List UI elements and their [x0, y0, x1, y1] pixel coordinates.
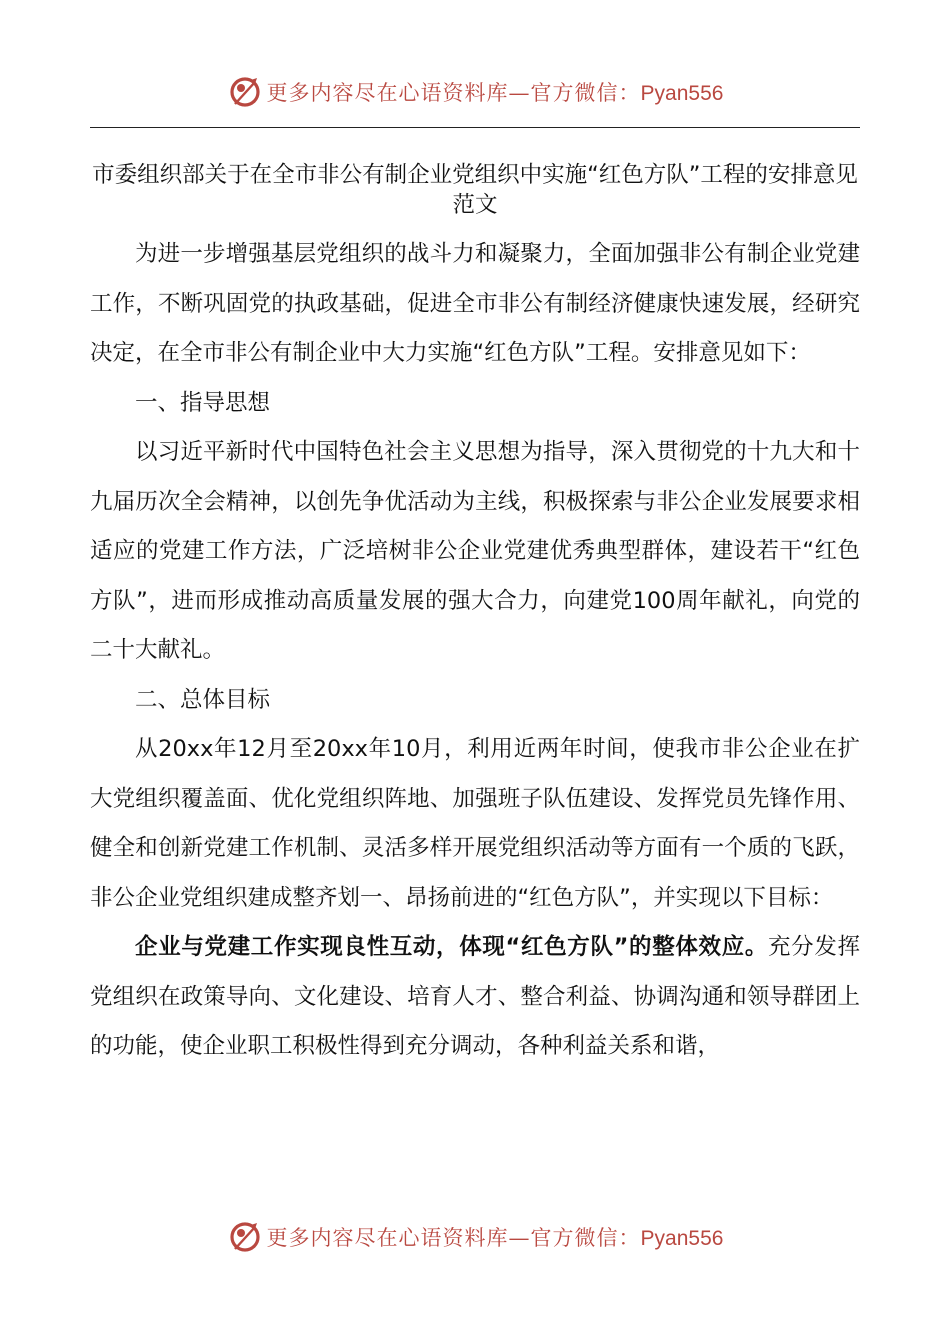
watermark-banner-bottom — [0, 1215, 950, 1259]
section-heading-overall-goals: 二、总体目标 — [135, 686, 271, 713]
goal-paragraph — [90, 923, 860, 1072]
header-divider — [90, 127, 860, 128]
goal-lead-sentence: 企业与党建工作实现良性互动，体现“红色方队”的整体效应。 — [135, 934, 769, 960]
intro-paragraph: 为进一步增强基层党组织的战斗力和凝聚力，全面加强非公有制企业党建工作，不断巩固党的执政基础，促进全市非公有制经济健康快速发展，经研究决定，在全市非公有制企业中大力实施“红色方队”工程。安排意见如下： — [90, 241, 860, 366]
goal-text: 充分发挥党组织在政策导向、文化建设、培育人才、整合利益、协调沟通和领导群团上的功能，使企业职工积极性得到充分调动，各种利益关系和谐， — [90, 934, 860, 1059]
watermark-text: 更多内容尽在心语资料库—官方微信：Pyan556 — [266, 1226, 724, 1250]
logo-icon — [227, 1219, 263, 1255]
watermark-text: 更多内容尽在心语资料库—官方微信：Pyan556 — [266, 81, 724, 105]
watermark-banner-top — [0, 70, 950, 114]
section-heading-guiding-ideology: 一、指导思想 — [135, 389, 271, 416]
guiding-ideology-paragraph: 以习近平新时代中国特色社会主义思想为指导，深入贯彻党的十九大和十九届历次全会精神，以创先争优活动为主线，积极探索与非公企业发展要求相适应的党建工作方法，广泛培树非公企业党建优秀典型群体，建设若干“红色方队”，进而形成推动高质量发展的强大合力，向建党100周年献礼，向党的二十大献礼。 — [90, 439, 860, 663]
document-title: 市委组织部关于在全市非公有制企业党组织中实施“红色方队”工程的安排意见范文 — [92, 162, 858, 218]
logo-icon — [227, 74, 263, 110]
overall-goals-paragraph: 从20xx年12月至20xx年10月，利用近两年时间，使我市非公企业在扩大党组织覆盖面、优化党组织阵地、加强班子队伍建设、发挥党员先锋作用、健全和创新党建工作机制、灵活多样开展党组织活动等方面有一个质的飞跃，非公企业党组织建成整齐划一、昂扬前进的“红色方队”，并实现以下目标： — [90, 736, 860, 911]
document-body — [90, 160, 860, 1072]
